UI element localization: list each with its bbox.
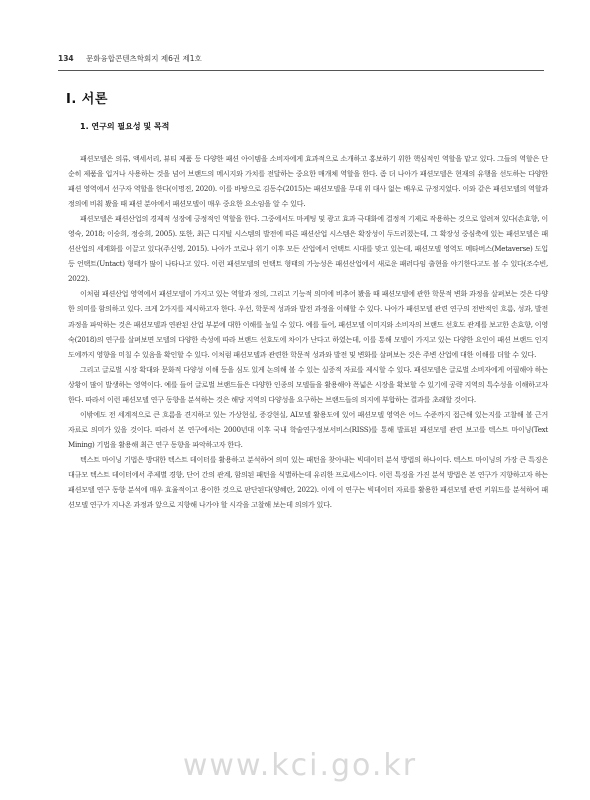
paragraph-5: 이밖에도 전 세계적으로 큰 흐름을 견지하고 있는 가상현실, 증강현실, AI모델 활용도에 있어 패션모델 영역은 어느 수준까지 접근해 있는지를 고찰해 볼 근거 자료로 의미가 있을 것이다. 따라서 본 연구에서는 2000년대 이후 국내 학술연구정보서비스(RISS)를 통해 발표된 패션모델 관련 보고를 텍스트 마이닝(Text Mining) 기법을 활용해 최근 연구 동향을 파악하고자 한다. bbox=[68, 409, 548, 449]
running-header bbox=[58, 53, 538, 64]
paragraph-1: 패션모델은 의류, 액세서리, 뷰티 제품 등 다양한 패션 아이템을 소비자에게 효과적으로 소개하고 홍보하기 위한 핵심적인 역할을 맡고 있다. 그들의 역할은 단순히 제품을 입거나 사용하는 것을 넘어 브랜드의 메시지와 가치를 전달하는 중요한 매개체 역할을 한다. 좀 더 나아가 패션모델은 현재의 유행을 선도하는 다양한 패션 영역에서 선구자 역할을 한다(이명진, 2020). 이를 바탕으로 김동수(2015)는 패션모델을 무대 위 대사 없는 배우로 규정지었다. 이와 같은 패션모델의 역할과 정의에 비춰 봤을 때 패션 분야에서 패션모델이 매우 중요한 요소임을 알 수 있다. bbox=[68, 154, 548, 209]
watermark: www.kci.go.kr bbox=[182, 748, 418, 783]
subsection-title: 1. 연구의 필요성 및 목적 bbox=[80, 122, 170, 131]
header-rule bbox=[58, 70, 544, 71]
section-title: Ⅰ. 서론 bbox=[66, 92, 108, 107]
paragraph-3: 이처럼 패션산업 영역에서 패션모델이 가지고 있는 역할과 정의, 그리고 기능적 의미에 비추어 봤을 때 패션모델에 관한 학문적 변화 과정을 살펴보는 것은 다양한 의미를 함의하고 있다. 크게 2가지를 제시하고자 한다. 우선, 학문적 성과와 발전 과정을 이해할 수 있다. 나아가 패션모델 관련 연구의 전반적인 흐름, 성과, 발전 과정을 파악하는 것은 패션모델과 연관된 산업 부분에 대한 이해를 높일 수 있다. 예를 들어, 패션모델 이미지와 소비자의 브랜드 선호도 관계를 보고한 손효향, 이영숙(2018)의 연구를 살펴보면 모델의 다양한 속성에 따라 브랜드 선호도에 차이가 난다고 하였는데, 이를 통해 모델이 가지고 있는 다양한 요인이 패션 브랜드 인지도에까지 영향을 미칠 수 있음을 확인할 수 있다. 이처럼 패션모델과 관련한 학문적 성과와 발전 및 변화를 살펴보는 것은 주변 산업에 대한 이해를 더할 수 있다. bbox=[68, 289, 548, 359]
paragraph-4: 그리고 글로벌 시장 확대와 문화적 다양성 이해 등을 심도 있게 논의해 볼 수 있는 실증적 자료를 제시할 수 있다. 패션모델은 글로벌 소비자에게 어필해야 하는 상황이 많이 발생하는 영역이다. 예를 들어 글로벌 브랜드들은 다양한 인종의 모델들을 활용해야 폭넓은 시장을 확보할 수 있기에 공략 지역의 특수성을 이해하고자 한다. 따라서 이런 패션모델 연구 동향을 분석하는 것은 해당 지역의 다양성을 요구하는 브랜드들의 의지에 부합하는 결과를 초래할 것이다. bbox=[68, 364, 548, 404]
paragraph-2: 패션모델은 패션산업의 경제적 성장에 긍정적인 역할을 한다. 그중에서도 마케팅 및 광고 효과 극대화에 결정적 기제로 작용하는 것으로 알려져 있다(손효향, 이영숙, 2018; 이승희, 정승희, 2005). 또한, 최근 디지털 시스템의 발전에 따른 패션산업 시스템은 확장성이 두드러졌는데, 그 확장성 중심축에 있는 패션모델은 패션산업의 세계화를 이끌고 있다(주신영, 2015). 나아가 코로나 위기 이후 모든 산업에서 언택트 시대를 맞고 있는데, 패션모델 영역도 메타버스(Metaverse) 도입 등 언택트(Untact) 형태가 많이 나타나고 있다. 이런 패션모델의 언택트 형태의 가능성은 패션산업에서 새로운 패러다임 출현을 야기한다고도 볼 수 있다(조수빈, 2022). bbox=[68, 214, 548, 284]
paragraph-6: 텍스트 마이닝 기법은 방대한 텍스트 데이터를 활용하고 분석하여 의미 있는 패턴을 찾아내는 빅데이터 분석 방법의 하나이다. 텍스트 마이닝의 가장 큰 특징은 대규모 텍스트 데이터에서 주제별 경향, 단어 간의 관계, 함의된 패턴을 식별하는데 유리한 프로세스이다. 이런 특징을 가진 분석 방법은 본 연구가 지향하고자 하는 패션모델 연구 동향 분석에 매우 효율적이고 용이한 것으로 판단된다(양혜란, 2022). 이에 이 연구는 빅데이터 자료를 활용한 패션모델 관련 키워드를 분석하여 패션모델 연구가 지나온 과정과 앞으로 지향해 나가야 할 시각을 고찰해 보는데 의의가 있다. bbox=[68, 454, 548, 510]
page-number: 134 bbox=[58, 54, 74, 63]
journal-title: 문화융합콘텐츠학회지 제6권 제1호 bbox=[86, 54, 202, 63]
body-text bbox=[68, 151, 548, 512]
